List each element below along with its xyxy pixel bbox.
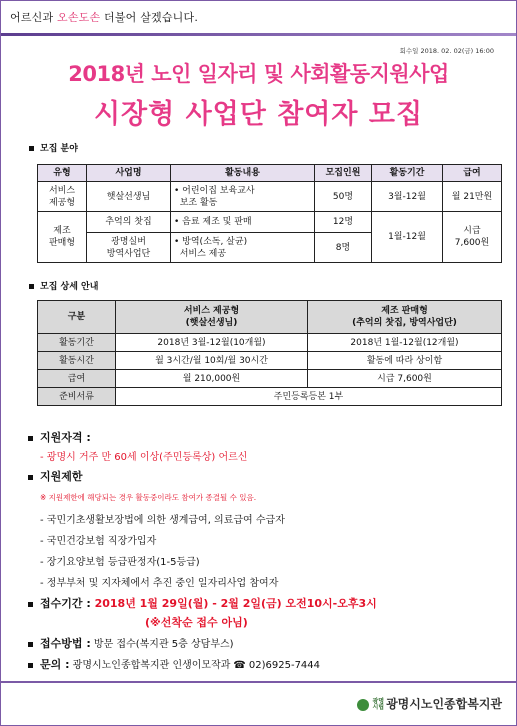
bullet-icon xyxy=(28,663,33,668)
cell: 햇살선생님 xyxy=(87,182,171,212)
table-row xyxy=(38,212,502,233)
period-line: 접수기간 : 2018년 1월 29일(월) - 2월 2일(금) 오전10시-오후3시 xyxy=(28,595,377,611)
limit-item: - 국민건강보험 직장가입자 xyxy=(40,536,157,547)
cell: 12명 xyxy=(315,212,372,233)
cell: 1월-12월 xyxy=(372,212,443,263)
bullet-icon xyxy=(28,475,33,480)
cell: 월 3시간/월 10회/월 30시간 xyxy=(116,352,308,370)
cell: 제조 판매형 xyxy=(38,212,87,263)
section-recruit-fields: 모집 분야 xyxy=(29,141,78,154)
cell: 시급 7,600원 xyxy=(308,370,502,388)
col-service: 서비스 제공형 (햇살선생님) xyxy=(116,301,308,334)
table-header-row xyxy=(38,301,502,334)
bullet-icon xyxy=(28,602,33,607)
cell: 급여 xyxy=(38,370,116,388)
bullet-icon xyxy=(28,642,33,647)
table-row xyxy=(38,334,502,352)
cell: 8명 xyxy=(315,233,372,263)
table-row xyxy=(38,370,502,388)
period-text: 2018년 1월 29일(월) - 2월 2일(금) 오전10시-오후3시 xyxy=(94,597,377,610)
cell: 3월-12월 xyxy=(372,182,443,212)
table-row xyxy=(38,388,502,406)
table-row xyxy=(38,352,502,370)
col-pay: 급여 xyxy=(443,165,502,182)
cell: 월 210,000원 xyxy=(116,370,308,388)
limit-item: - 정부부처 및 지자체에서 추진 중인 일자리사업 참여자 xyxy=(40,578,279,589)
cell: 활동기간 xyxy=(38,334,116,352)
cell: 주민등록등본 1부 xyxy=(116,388,502,406)
col-manufacture: 제조 판매형 (추억의 찻집, 방역사업단) xyxy=(308,301,502,334)
date-meta: 회수일 2018. 02. 02(금) 16:00 xyxy=(399,47,494,55)
col-count: 모집인원 xyxy=(315,165,372,182)
table-header-row xyxy=(38,165,502,182)
cell: 서비스 제공형 xyxy=(38,182,87,212)
cell: 활동시간 xyxy=(38,352,116,370)
cell: 2018년 1월-12월(12개월) xyxy=(308,334,502,352)
bottom-divider xyxy=(1,681,516,683)
bullet-icon xyxy=(29,284,34,289)
cell: • 어린이집 보육교사 보조 활동 xyxy=(171,182,315,212)
organization-logo: 광명 시립 광명시노인종합복지관 xyxy=(357,695,502,712)
table-row xyxy=(38,182,502,212)
col-period: 활동기간 xyxy=(372,165,443,182)
slogan: 어르신과 오손도손 더불어 살겠습니다. xyxy=(10,11,199,24)
cell: 2018년 3월-12월(10개월) xyxy=(116,334,308,352)
period-sub: (※선착순 접수 아님) xyxy=(145,616,248,629)
cell: 50명 xyxy=(315,182,372,212)
contact-line: 문의 : 광명시노인종합복지관 인생이모작과 ☎ 02)6925-7444 xyxy=(28,656,320,672)
recruit-fields-table xyxy=(37,164,502,263)
detail-table xyxy=(37,300,502,406)
bullet-icon xyxy=(28,436,33,441)
cell: 시급 7,600원 xyxy=(443,212,502,263)
limit-item: - 국민기초생활보장법에 의한 생계급여, 의료급여 수급자 xyxy=(40,515,285,526)
section-detail: 모집 상세 안내 xyxy=(29,279,98,292)
sub-title: 시장형 사업단 참여자 모집 xyxy=(93,99,424,130)
cell: 광명실버 방역사업단 xyxy=(87,233,171,263)
cell: • 방역(소독, 살균) 서비스 제공 xyxy=(171,233,315,263)
method-line: 접수방법 : 방문 접수(복지관 5층 상담부스) xyxy=(28,635,234,651)
col-name: 사업명 xyxy=(87,165,171,182)
col-type: 유형 xyxy=(38,165,87,182)
top-divider xyxy=(1,33,516,36)
qualification-heading: 지원자격 : xyxy=(28,429,91,445)
phone-icon: ☎ xyxy=(233,660,246,671)
cell: 추억의 찻집 xyxy=(87,212,171,233)
cell: 월 21만원 xyxy=(443,182,502,212)
qualification-text: - 광명시 거주 만 60세 이상(주민등록상) 어르신 xyxy=(40,452,248,463)
main-title: 2018년 노인 일자리 및 사회활동지원사업 xyxy=(68,62,449,86)
col-category: 구분 xyxy=(38,301,116,334)
limit-item: - 장기요양보험 등급판정자(1-5등급) xyxy=(40,557,200,568)
bullet-icon xyxy=(29,146,34,151)
cell: • 음료 제조 및 판매 xyxy=(171,212,315,233)
top-banner xyxy=(1,1,516,35)
limit-note: ※ 지원제한에 해당되는 경우 활동중이라도 참여가 종결될 수 있음. xyxy=(40,493,257,502)
limit-heading: 지원제한 xyxy=(28,468,83,484)
logo-mark-icon xyxy=(357,699,369,711)
cell: 준비서류 xyxy=(38,388,116,406)
col-content: 활동내용 xyxy=(171,165,315,182)
cell: 활동에 따라 상이함 xyxy=(308,352,502,370)
